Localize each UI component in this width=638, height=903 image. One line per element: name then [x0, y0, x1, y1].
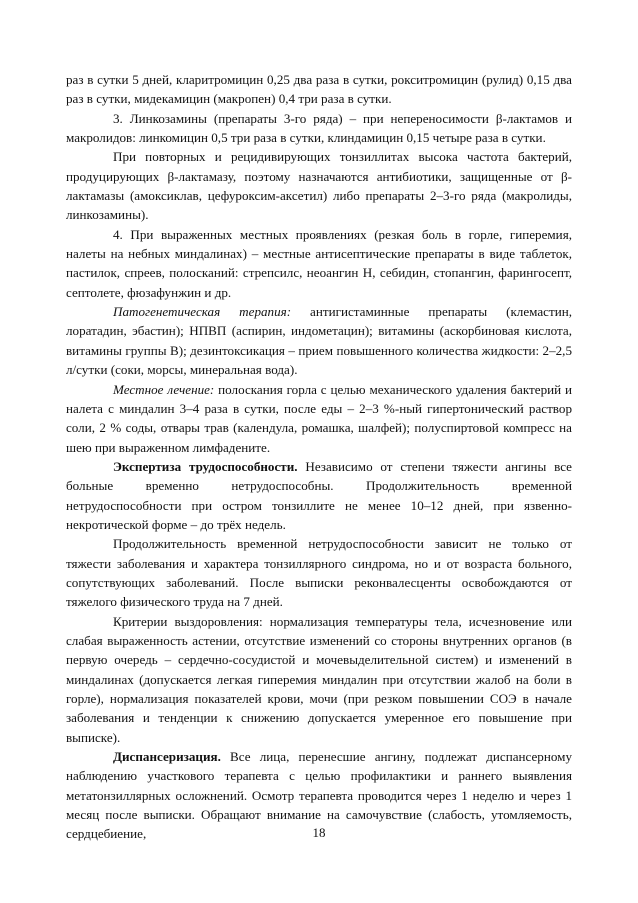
paragraph-text: раз в сутки 5 дней, кларитромицин 0,25 два раза в сутки, рокситромицин (рулид) 0,15 два раз в сутки, мидекамицин (макропен) 0,4 три раза в сутки. [66, 72, 572, 107]
paragraph-local-antiseptics [66, 225, 572, 302]
paragraph-work-capacity-expertise [66, 457, 572, 534]
body-text [66, 70, 572, 844]
paragraph-lead-italic: Патогенетическая терапия: [113, 304, 292, 320]
paragraph-lead-bold: Экспертиза трудоспособности. [113, 458, 298, 474]
paragraph-text: 3. Линкозамины (препараты 3-го ряда) – при непереносимости β-лактамов и макролидов: линкомицин 0,5 три раза в сутки, клиндамицин 0,15 четыре раза в сутки. [66, 110, 572, 146]
paragraph-recurrent-tonsillitis [66, 147, 572, 224]
paragraph-text: Критерии выздоровления: нормализация температуры тела, исчезновение или слабая выраженность астении, отсутствие изменений со стороны внутренних органов (в первую очередь – сердечно-сосудистой и мочевыделительной систем) и изменений в миндалинах (допускается легкая гиперемия миндалин при отсутствии жалоб на боли в горле), нормализация показателей крови, мочи (при резком повышении СОЭ в начале заболевания и тенденции к снижению допускается умеренное его повышение при выписке). [66, 613, 572, 745]
paragraph-text: При повторных и рецидивирующих тонзиллитах высока частота бактерий, продуцирующих β-лактамазу, поэтому назначаются антибиотики, защищенные от β-лактамазы (амоксиклав, цефуроксим-аксетил) либо препараты 2–3-го ряда (макролиды, линкозамины). [66, 149, 572, 223]
paragraph-text: Продолжительность временной нетрудоспособности зависит не только от тяжести заболевания и характера тонзиллярного синдрома, но и от возраста больного, сопутствующих заболеваний. После выписки реконвалесценты освобождаются от тяжелого физического труда на 7 дней. [66, 536, 572, 610]
paragraph-lincosamides [66, 109, 572, 148]
paragraph-pathogenetic-therapy [66, 302, 572, 379]
paragraph-text: 4. При выраженных местных проявлениях (резкая боль в горле, гиперемия, налеты на небных миндалинах) – местные антисептические препараты в виде таблеток, пастилок, спреев, полосканий: стрепсилс, неоангин Н, себидин, стопангин, фарингосепт, септолете, фюзафунжин и др. [66, 226, 572, 300]
paragraph-disability-duration [66, 534, 572, 611]
paragraph-local-treatment [66, 380, 572, 457]
paragraph-text: Все лица, перенесшие ангину, подлежат диспансерному наблюдению участкового терапевта с целью профилактики и раннего выявления метатонзиллярных осложнений. Осмотр терапевта проводится через 1 неделю и через 1 месяц после выписки. Обращают внимание на самочувствие (слабость, утомляемость, сердцебиение, [66, 749, 572, 842]
paragraph-text: антигистаминные препараты (клемастин, лоратадин, эбастин); НПВП (аспирин, индометацин); витамины (аскорбиновая кислота, витамины группы В); дезинтоксикация – прием повышенного количества жидкости: 2–2,5 л/сутки (соки, морсы, минеральная вода). [66, 304, 572, 378]
page-number: 18 [312, 825, 326, 840]
paragraph-text: Независимо от степени тяжести ангины все больные временно нетрудоспособны. Продолжительность временной нетрудоспособности при остром тонзиллите не менее 10–12 дней, при язвенно-некротической форме – до трёх недель. [66, 458, 572, 532]
paragraph-text: полоскания горла с целью механического удаления бактерий и налета с миндалин 3–4 раза в сутки, после еды – 2–3 %-ный гипертонический раствор соли, 2 % соды, отвары трав (календула, ромашка, шалфей); полуспиртовой компресс на шею при выраженном лимфадените. [66, 381, 572, 455]
paragraph-recovery-criteria [66, 612, 572, 747]
paragraph-antibiotics-dosage [66, 70, 572, 109]
paragraph-lead-bold: Диспансеризация. [113, 749, 221, 765]
paragraph-lead-italic: Местное лечение: [113, 381, 215, 397]
